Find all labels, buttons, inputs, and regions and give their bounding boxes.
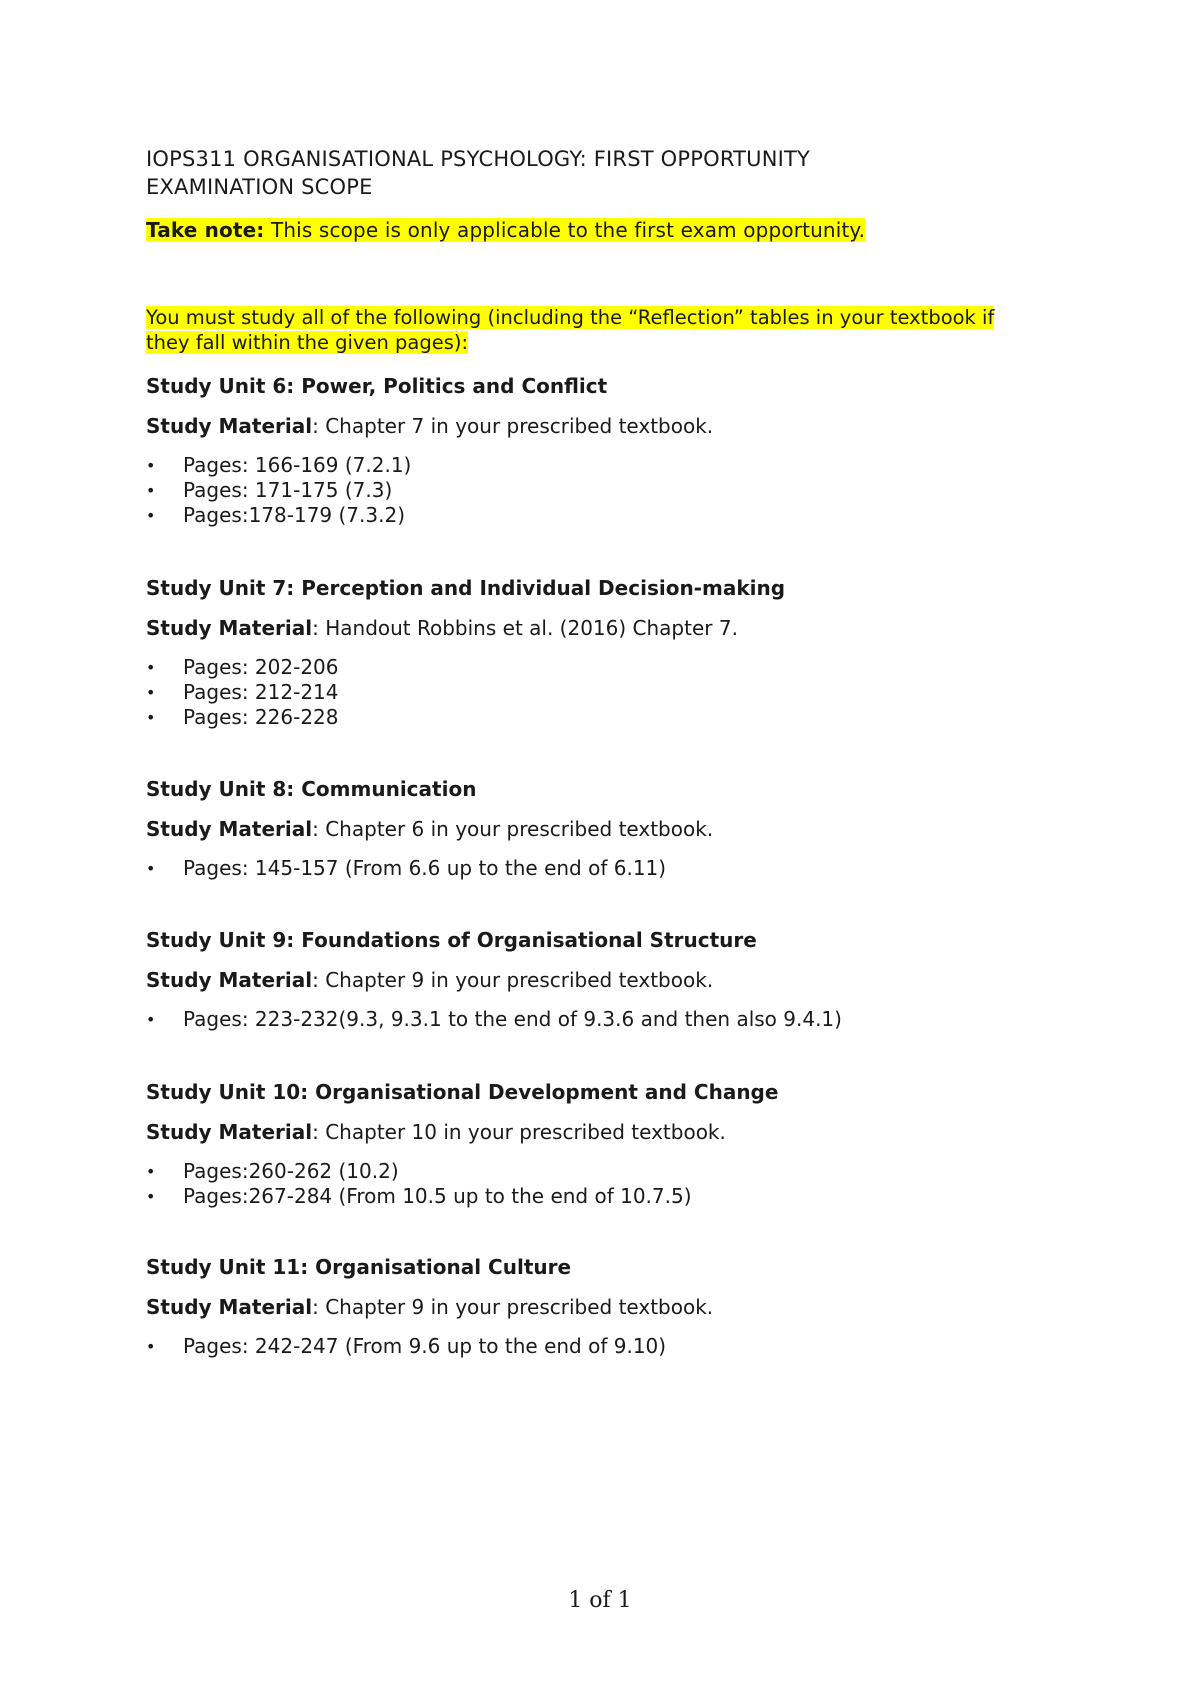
- unit-heading: Study Unit 9: Foundations of Organisational Structure: [146, 928, 757, 952]
- unit-heading: Study Unit 11: Organisational Culture: [146, 1255, 572, 1279]
- bullet-icon: •: [146, 708, 156, 727]
- take-note-text: This scope is only applicable to the first exam opportunity.: [264, 218, 866, 242]
- bullet-icon: •: [146, 658, 156, 677]
- pages-text: Pages:260-262 (10.2): [183, 1159, 399, 1183]
- document-title: [146, 145, 1046, 201]
- take-note-label: Take note:: [146, 218, 265, 242]
- pages-text: Pages: 166-169 (7.2.1): [183, 453, 412, 477]
- unit-heading: Study Unit 7: Perception and Individual Decision-making: [146, 576, 786, 600]
- study-material-label: Study Material: [146, 616, 313, 640]
- study-material: [146, 967, 1046, 993]
- list-item: [146, 680, 1046, 705]
- pages-list: [146, 1007, 1046, 1032]
- study-instructions: [146, 305, 1051, 355]
- list-item: [146, 856, 1046, 881]
- study-material: [146, 1119, 1046, 1145]
- unit-heading: Study Unit 8: Communication: [146, 777, 477, 801]
- study-instructions-line2: they fall within the given pages):: [146, 331, 469, 354]
- bullet-icon: •: [146, 859, 156, 878]
- study-material-text: : Chapter 7 in your prescribed textbook.: [312, 414, 714, 438]
- bullet-icon: •: [146, 481, 156, 500]
- list-item: [146, 453, 1046, 478]
- list-item: [146, 1334, 1046, 1359]
- bullet-icon: •: [146, 1010, 156, 1029]
- bullet-icon: •: [146, 456, 156, 475]
- pages-text: Pages: 226-228: [183, 705, 339, 729]
- study-material-text: : Chapter 9 in your prescribed textbook.: [312, 968, 714, 992]
- study-material-text: : Chapter 9 in your prescribed textbook.: [312, 1295, 714, 1319]
- bullet-icon: •: [146, 1162, 156, 1181]
- pages-text: Pages: 223-232(9.3, 9.3.1 to the end of 9.3.6 and then also 9.4.1): [183, 1007, 842, 1031]
- list-item: [146, 705, 1046, 730]
- pages-text: Pages: 212-214: [183, 680, 339, 704]
- pages-text: Pages: 145-157 (From 6.6 up to the end of 6.11): [183, 856, 667, 880]
- study-unit-10: [146, 1079, 1046, 1209]
- study-material: [146, 816, 1046, 842]
- pages-list: [146, 1334, 1046, 1359]
- list-item: [146, 478, 1046, 503]
- study-material-label: Study Material: [146, 1295, 313, 1319]
- pages-list: [146, 655, 1046, 730]
- study-material-label: Study Material: [146, 817, 313, 841]
- study-unit-11: [146, 1254, 1046, 1359]
- bullet-icon: •: [146, 683, 156, 702]
- list-item: [146, 1159, 1046, 1184]
- pages-text: Pages: 171-175 (7.3): [183, 478, 393, 502]
- document-title-line2: EXAMINATION SCOPE: [146, 175, 373, 199]
- page-number: 1 of 1: [568, 1588, 632, 1613]
- pages-list: [146, 856, 1046, 881]
- pages-list: [146, 453, 1046, 528]
- study-material: [146, 615, 1046, 641]
- unit-heading: Study Unit 10: Organisational Development and Change: [146, 1080, 779, 1104]
- bullet-icon: •: [146, 1187, 156, 1206]
- study-material-text: : Chapter 6 in your prescribed textbook.: [312, 817, 714, 841]
- study-unit-8: [146, 776, 1046, 881]
- pages-text: Pages:178-179 (7.3.2): [183, 503, 405, 527]
- pages-text: Pages:267-284 (From 10.5 up to the end of 10.7.5): [183, 1184, 692, 1208]
- take-note: [146, 216, 865, 244]
- list-item: [146, 1184, 1046, 1209]
- study-unit-6: [146, 373, 1046, 528]
- list-item: [146, 503, 1046, 528]
- unit-heading: Study Unit 6: Power, Politics and Conflict: [146, 374, 608, 398]
- study-unit-7: [146, 575, 1046, 730]
- study-material-text: : Handout Robbins et al. (2016) Chapter 7.: [312, 616, 738, 640]
- pages-text: Pages: 202-206: [183, 655, 339, 679]
- study-material-text: : Chapter 10 in your prescribed textbook.: [312, 1120, 726, 1144]
- document-title-line1: IOPS311 ORGANISATIONAL PSYCHOLOGY: FIRST OPPORTUNITY: [146, 147, 811, 171]
- list-item: [146, 1007, 1046, 1032]
- study-material-label: Study Material: [146, 1120, 313, 1144]
- study-material-label: Study Material: [146, 968, 313, 992]
- pages-list: [146, 1159, 1046, 1209]
- pages-text: Pages: 242-247 (From 9.6 up to the end of 9.10): [183, 1334, 667, 1358]
- study-material: [146, 1294, 1046, 1320]
- bullet-icon: •: [146, 1337, 156, 1356]
- bullet-icon: •: [146, 506, 156, 525]
- study-material-label: Study Material: [146, 414, 313, 438]
- study-material: [146, 413, 1046, 439]
- study-unit-9: [146, 927, 1046, 1032]
- study-instructions-line1: You must study all of the following (including the “Reflection” tables in your textbook if: [146, 306, 995, 329]
- list-item: [146, 655, 1046, 680]
